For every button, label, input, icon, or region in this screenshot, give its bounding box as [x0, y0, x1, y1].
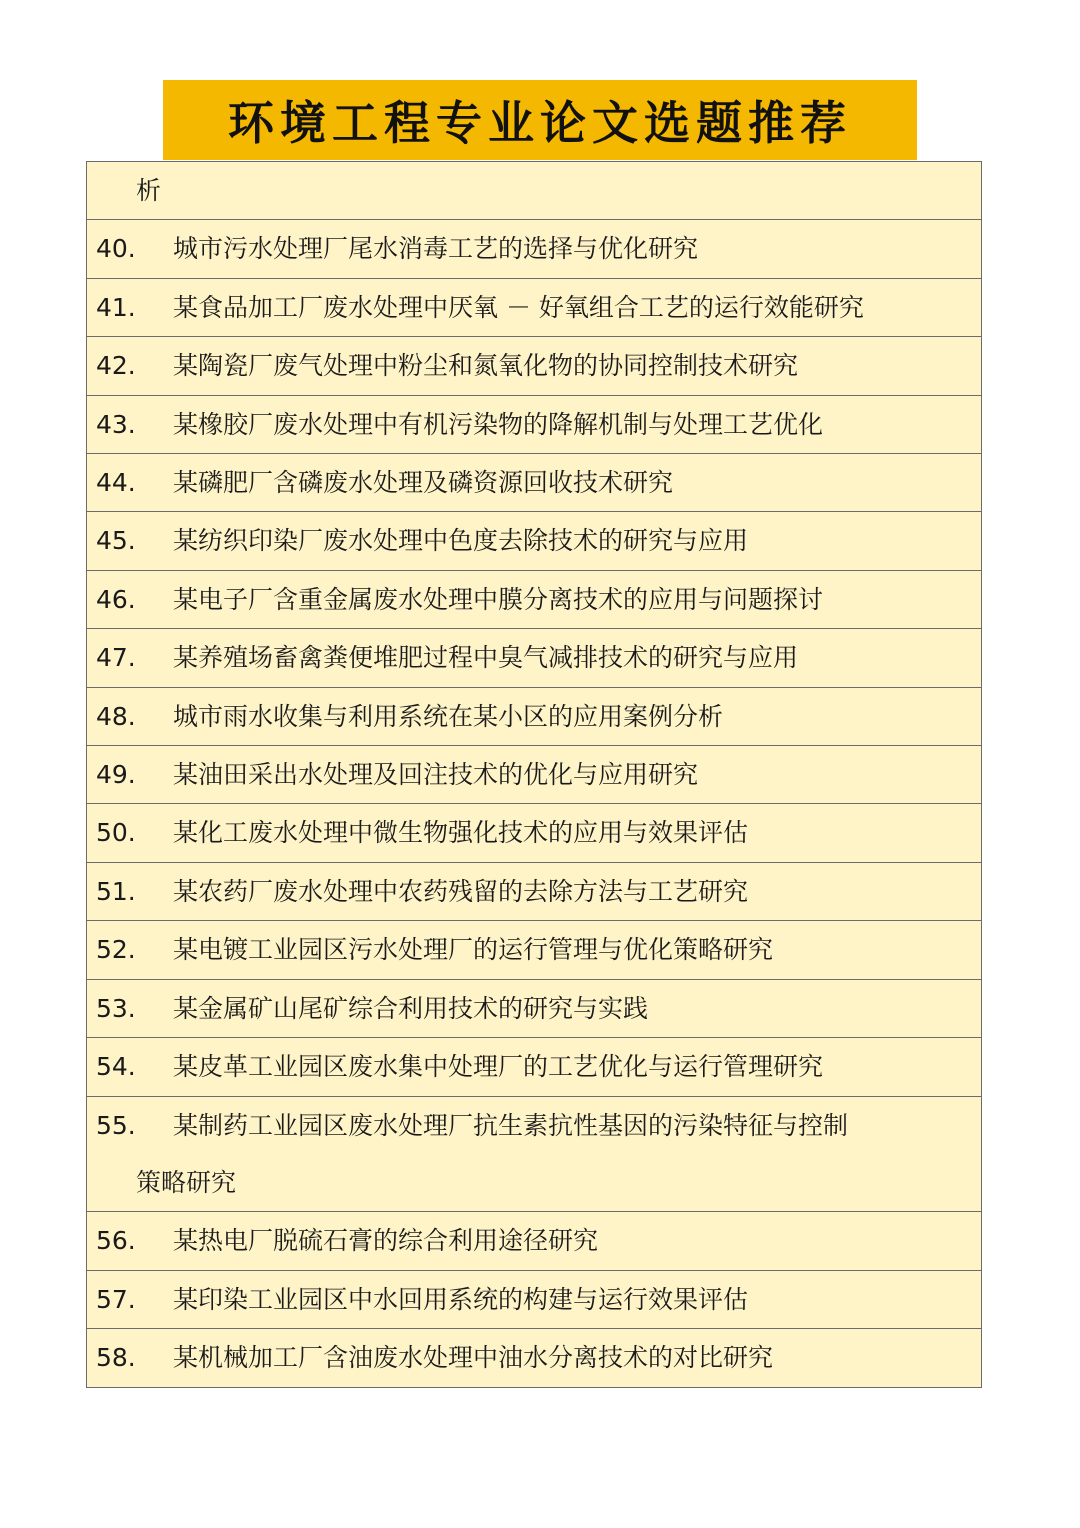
topic-text: 某纺织印染厂废水处理中色度去除技术的研究与应用 [173, 526, 749, 556]
table-row [87, 921, 981, 979]
table-row-continuation [87, 162, 981, 220]
topic-text: 某化工废水处理中微生物强化技术的应用与效果评估 [173, 818, 749, 848]
topic-text: 某制药工业园区废水处理厂抗生素抗性基因的污染特征与控制 [173, 1110, 849, 1140]
topic-text: 某热电厂脱硫石膏的综合利用途径研究 [173, 1226, 599, 1256]
topic-text: 某电子厂含重金属废水处理中膜分离技术的应用与问题探讨 [173, 584, 824, 614]
topic-number: 49. [96, 760, 136, 790]
topic-text: 某皮革工业园区废水集中处理厂的工艺优化与运行管理研究 [173, 1052, 824, 1082]
table-row [87, 804, 981, 862]
title-banner [163, 80, 917, 160]
topic-number: 58. [96, 1343, 136, 1373]
topic-text: 城市污水处理厂尾水消毒工艺的选择与优化研究 [173, 234, 699, 264]
topic-number: 55. [96, 1110, 136, 1140]
topic-number: 40. [96, 234, 136, 264]
topic-number: 41. [96, 292, 136, 322]
topic-number: 44. [96, 468, 136, 498]
topic-text-continued: 策略研究 [136, 1167, 237, 1197]
topic-number: 50. [96, 818, 136, 848]
topic-number: 47. [96, 643, 136, 673]
table-row [87, 512, 981, 570]
topic-number: 48. [96, 701, 136, 731]
table-row [87, 220, 981, 278]
topic-text: 某金属矿山尾矿综合利用技术的研究与实践 [173, 993, 649, 1023]
table-row [87, 396, 981, 454]
table-row [87, 1329, 981, 1386]
continuation-text: 析 [136, 176, 162, 205]
topic-text: 城市雨水收集与利用系统在某小区的应用案例分析 [173, 701, 724, 731]
topic-text: 某机械加工厂含油废水处理中油水分离技术的对比研究 [173, 1343, 774, 1373]
topic-number: 43. [96, 409, 136, 439]
topic-text: 某印染工业园区中水回用系统的构建与运行效果评估 [173, 1284, 749, 1314]
topic-text: 某养殖场畜禽粪便堆肥过程中臭气减排技术的研究与应用 [173, 643, 799, 673]
topic-number: 51. [96, 876, 136, 906]
topic-number: 52. [96, 935, 136, 965]
topic-text: 某农药厂废水处理中农药残留的去除方法与工艺研究 [173, 876, 749, 906]
topic-text: 某橡胶厂废水处理中有机污染物的降解机制与处理工艺优化 [173, 409, 824, 439]
table-row [87, 1038, 981, 1096]
topic-number: 53. [96, 993, 136, 1023]
table-row [87, 629, 981, 687]
topic-number: 56. [96, 1226, 136, 1256]
table-row [87, 1097, 981, 1213]
topic-number: 45. [96, 526, 136, 556]
topic-text: 某油田采出水处理及回注技术的优化与应用研究 [173, 760, 699, 790]
table-row [87, 863, 981, 921]
topic-number: 57. [96, 1284, 136, 1314]
table-row [87, 279, 981, 337]
page-title: 环境工程专业论文选题推荐 [228, 96, 852, 150]
table-row [87, 337, 981, 395]
table-row [87, 1212, 981, 1270]
topic-number: 42. [96, 351, 136, 381]
topic-table [86, 161, 982, 1388]
table-row [87, 571, 981, 629]
topic-text: 某食品加工厂废水处理中厌氧 － 好氧组合工艺的运行效能研究 [173, 292, 864, 322]
table-row [87, 746, 981, 804]
table-row [87, 688, 981, 746]
topic-number: 54. [96, 1052, 136, 1082]
table-row [87, 980, 981, 1038]
topic-text: 某电镀工业园区污水处理厂的运行管理与优化策略研究 [173, 935, 774, 965]
topic-text: 某陶瓷厂废气处理中粉尘和氮氧化物的协同控制技术研究 [173, 351, 799, 381]
table-row [87, 454, 981, 512]
topic-text: 某磷肥厂含磷废水处理及磷资源回收技术研究 [173, 468, 674, 498]
topic-number: 46. [96, 584, 136, 614]
table-row [87, 1271, 981, 1329]
